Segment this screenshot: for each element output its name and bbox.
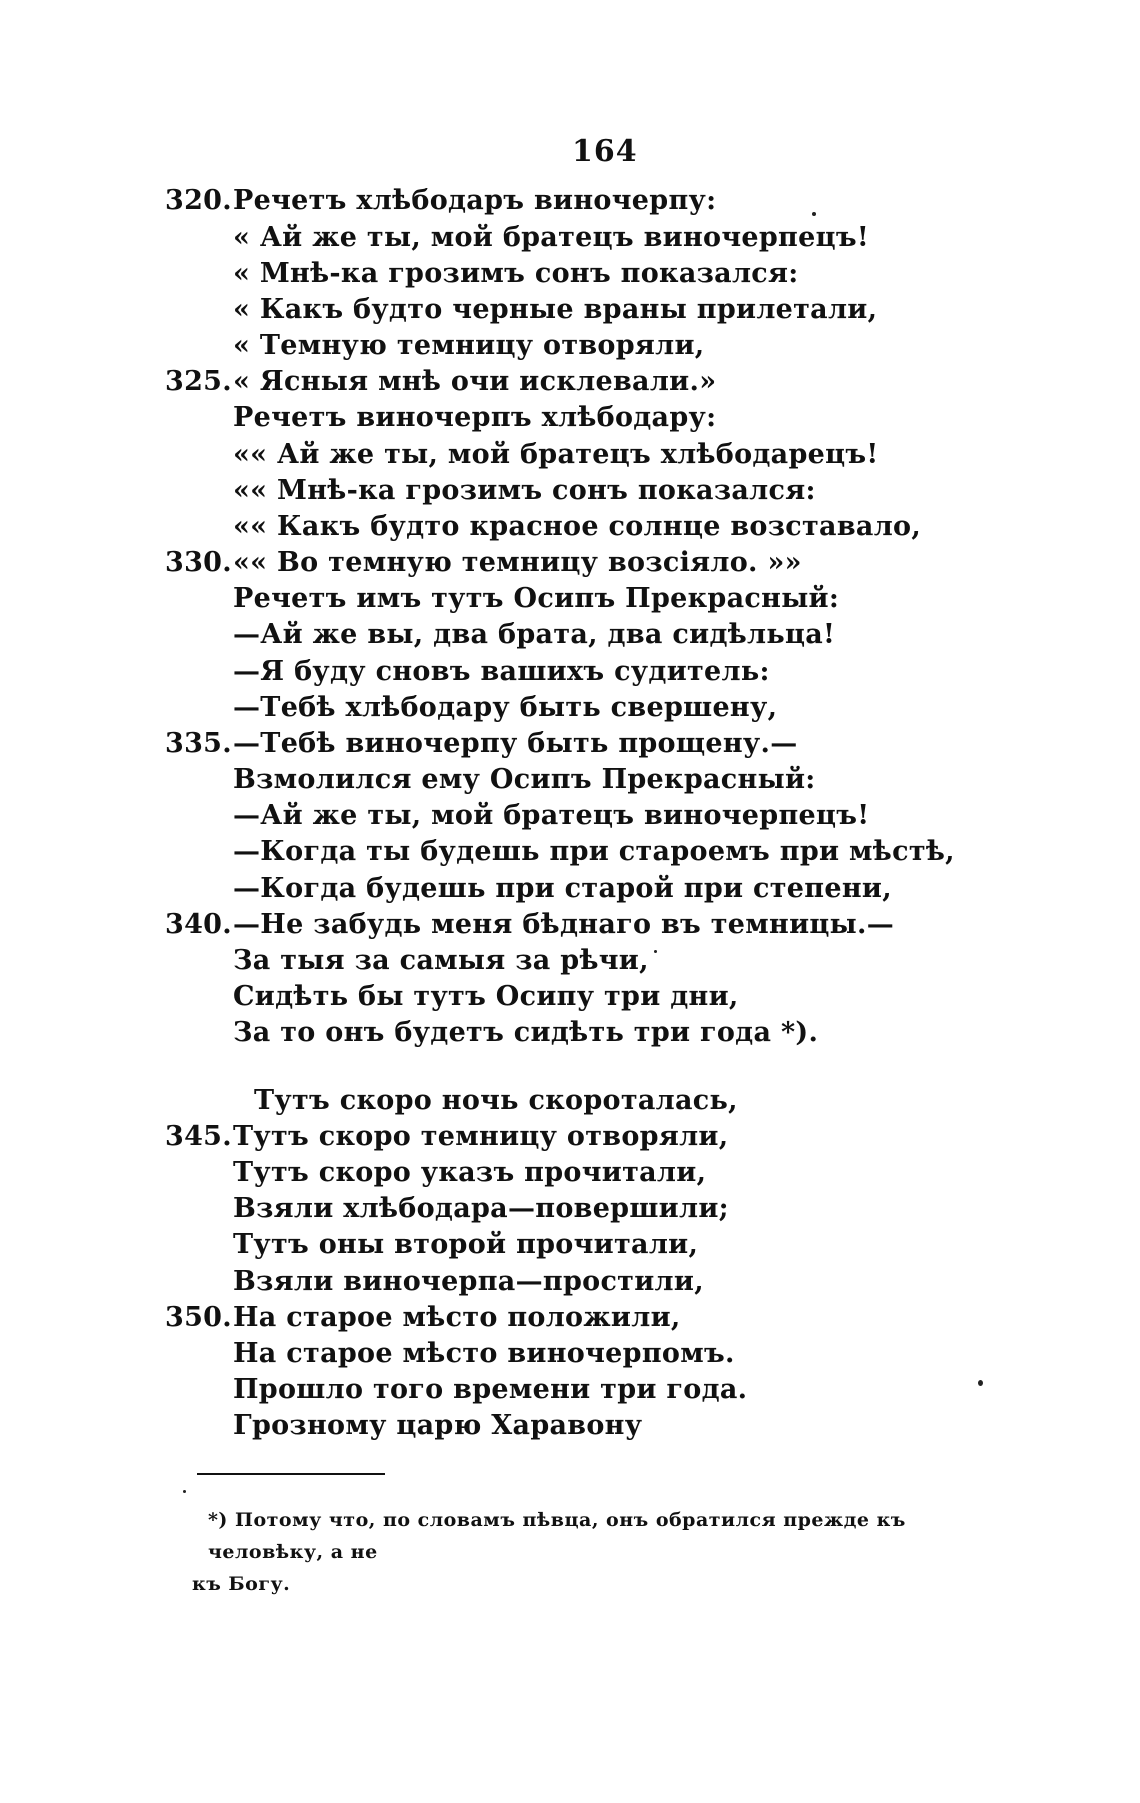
footnote-separator <box>197 1473 385 1475</box>
scan-speck <box>183 1490 186 1493</box>
verse-text: Сидѣть бы тутъ Осипу три дни, <box>233 981 739 1012</box>
verse-text: « Ясныя мнѣ очи исклевали.» <box>233 366 717 397</box>
verse-line <box>233 400 716 436</box>
verse-text: За то онъ будетъ сидѣть три года *). <box>233 1017 819 1048</box>
verse-text: За тыя за самыя за рѣчи, <box>233 945 649 976</box>
page-number: 164 <box>572 134 638 169</box>
verse-line <box>233 1155 706 1191</box>
verse-text: Речетъ хлѣбодаръ виночерпу: <box>233 185 717 216</box>
verse-text: «« Какъ будто красное солнце возставало, <box>233 511 922 542</box>
verse-line <box>165 1119 729 1155</box>
verse-line <box>233 1015 818 1051</box>
verse-text: —Когда будешь при старой при степени, <box>233 873 892 904</box>
verse-text: Грозному царю Харавону <box>233 1410 643 1441</box>
verse-text: На старое мѣсто положили, <box>233 1302 681 1333</box>
verse-line <box>233 762 816 798</box>
footnote-line-2: къ Богу. <box>192 1573 291 1595</box>
verse-line <box>233 1408 642 1444</box>
verse-text: « Какъ будто черные враны прилетали, <box>233 294 878 325</box>
verse-text: Тутъ скоро указъ прочитали, <box>233 1157 707 1188</box>
verse-text: Тутъ скоро темницу отворяли, <box>233 1121 729 1152</box>
verse-line <box>233 256 799 292</box>
verse-text: « Ай же ты, мой братецъ виночерпецъ! <box>233 222 869 253</box>
verse-line <box>233 220 869 256</box>
verse-text: —Тебѣ виночерпу быть прощену.— <box>233 728 798 759</box>
verse-line <box>165 907 895 943</box>
verse-text: Тутъ оны второй прочитали, <box>233 1229 699 1260</box>
verse-text: —Ай же вы, два брата, два сидѣльца! <box>233 619 836 650</box>
verse-line <box>233 292 877 328</box>
verse-line <box>233 509 921 545</box>
line-number: 320. <box>165 185 232 216</box>
verse-line <box>165 183 717 219</box>
verse-line <box>233 798 869 834</box>
verse-line <box>233 1336 735 1372</box>
line-number: 345. <box>165 1121 232 1152</box>
verse-line <box>233 437 879 473</box>
verse-line <box>233 1191 729 1227</box>
verse-line <box>233 690 777 726</box>
line-number: 325. <box>165 366 232 397</box>
verse-line <box>233 581 839 617</box>
verse-line <box>233 1227 698 1263</box>
verse-text: На старое мѣсто виночерпомъ. <box>233 1338 735 1369</box>
line-number: 330. <box>165 547 232 578</box>
verse-text: Речетъ виночерпъ хлѣбодару: <box>233 402 717 433</box>
scan-speck <box>978 1380 983 1386</box>
verse-text: —Не забудь меня бѣднаго въ темницы.— <box>233 909 895 940</box>
verse-text: Прошло того времени три года. <box>233 1374 748 1405</box>
verse-text: « Темную темницу отворяли, <box>233 330 705 361</box>
verse-text: —Я буду сновъ вашихъ судитель: <box>233 656 770 687</box>
verse-text: Взмолился ему Осипъ Прекрасный: <box>233 764 816 795</box>
verse-text: «« Ай же ты, мой братецъ хлѣбодарецъ! <box>233 439 879 470</box>
verse-line <box>165 726 798 762</box>
line-number: 350. <box>165 1302 232 1333</box>
verse-line <box>233 328 705 364</box>
verse-text: Взяли виночерпа—простили, <box>233 1266 704 1297</box>
verse-line <box>165 545 802 581</box>
verse-line <box>233 834 955 870</box>
verse-line <box>165 364 717 400</box>
scan-speck <box>812 212 816 216</box>
scan-speck <box>654 950 657 953</box>
verse-text: —Тебѣ хлѣбодару быть свершену, <box>233 692 778 723</box>
line-number: 335. <box>165 728 232 759</box>
verse-text: « Мнѣ-ка грозимъ сонъ показался: <box>233 258 799 289</box>
verse-text: —Когда ты будешь при староемъ при мѣстѣ, <box>233 836 955 867</box>
verse-line <box>233 654 770 690</box>
verse-line <box>233 871 892 907</box>
line-number: 340. <box>165 909 232 940</box>
verse-text: Тутъ скоро ночь скороталась, <box>254 1085 738 1116</box>
footnote-line-1: *) Потому что, по словамъ пѣвца, онъ обратился прежде къ человѣку, а не <box>208 1509 906 1563</box>
verse-line <box>233 979 739 1015</box>
verse-text: Речетъ имъ тутъ Осипъ Прекрасный: <box>233 583 840 614</box>
verse-line <box>233 617 835 653</box>
verse-text: Взяли хлѣбодара—повершили; <box>233 1193 729 1224</box>
verse-text: «« Во темную темницу возсіяло. »» <box>233 547 802 578</box>
verse-text: —Ай же ты, мой братецъ виночерпецъ! <box>233 800 870 831</box>
verse-line <box>233 1372 747 1408</box>
verse-line <box>233 943 649 979</box>
verse-line <box>233 473 816 509</box>
verse-line <box>233 1264 704 1300</box>
verse-line <box>254 1083 738 1119</box>
verse-line <box>165 1300 681 1336</box>
footnote <box>192 1504 1008 1600</box>
verse-text: «« Мнѣ-ка грозимъ сонъ показался: <box>233 475 816 506</box>
